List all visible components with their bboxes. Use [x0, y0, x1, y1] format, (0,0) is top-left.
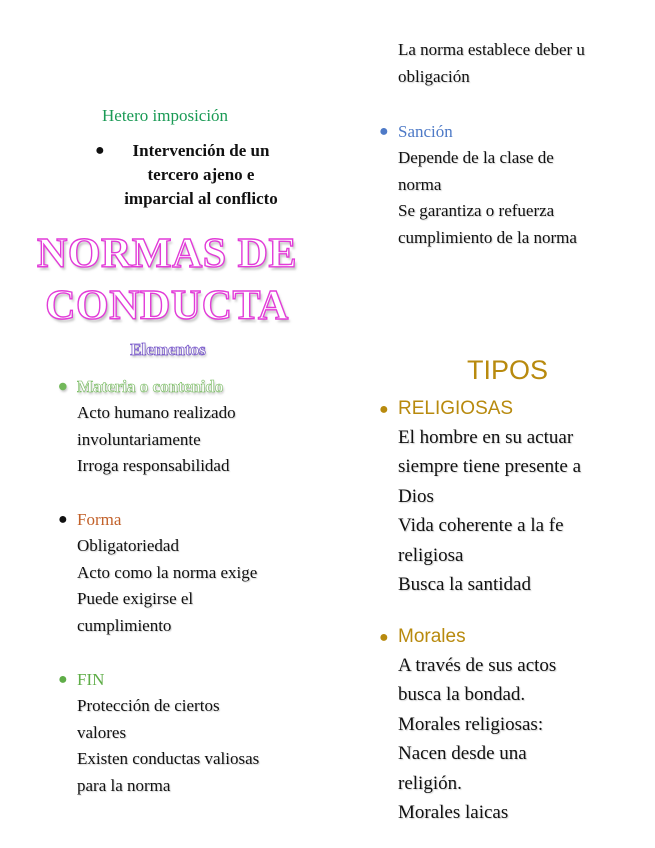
fin-line: Existen conductas valiosas [77, 749, 260, 768]
morales-line: Nacen desde una [398, 743, 527, 765]
sancion-line: cumplimiento de la norma [398, 227, 577, 247]
materia-line: Acto humano realizado [77, 403, 236, 422]
fin-section [58, 667, 260, 799]
morales-line: busca la bondad. [398, 684, 526, 706]
page-title-line-2: CONDUCTA [45, 283, 289, 329]
tipos-heading: TIPOS [467, 355, 549, 385]
fin-line: Protección de ciertos [77, 696, 220, 715]
fin-line: para la norma [77, 775, 171, 795]
hetero-imposicion-item: Intervención de un tercero ajeno e imparcial al conflicto [124, 141, 278, 208]
morales-line: Morales laicas [398, 802, 509, 824]
morales-line: A través de sus actos [398, 655, 557, 676]
sancion-line: Depende de la clase de [398, 148, 554, 167]
fin-line: valores [77, 722, 127, 742]
materia-line: involuntariamente [77, 429, 201, 449]
morales-section [379, 623, 557, 827]
hetero-imposicion-list [95, 139, 286, 225]
forma-line: Acto como la norma exige [77, 562, 258, 582]
religiosas-heading: RELIGIOSAS [398, 398, 514, 419]
morales-heading: Morales [398, 626, 466, 647]
morales-line: Morales religiosas: [398, 713, 544, 735]
forma-line: cumplimiento [77, 615, 172, 635]
religiosas-line: Dios [398, 485, 434, 507]
sancion-heading: Sanción [398, 122, 453, 141]
hetero-imposicion-heading: Hetero imposición [102, 106, 229, 125]
religiosas-line: Busca la santidad [398, 574, 531, 596]
bullet-icon: ● [379, 123, 389, 140]
sancion-section [379, 119, 577, 251]
forma-line: Obligatoriedad [77, 536, 179, 555]
materia-line: Irroga responsabilidad [77, 456, 230, 475]
sancion-line: norma [398, 174, 442, 194]
bullet-icon: ● [95, 142, 105, 159]
materia-heading: Materia o contenido [77, 377, 224, 396]
morales-line: religión. [398, 772, 462, 794]
materia-section [58, 374, 236, 480]
forma-line: Puede exigirse el [77, 589, 194, 608]
religiosas-line: Vida coherente a la fe [398, 515, 564, 537]
bullet-icon: ● [379, 629, 389, 646]
fin-heading: FIN [77, 670, 105, 689]
norma-line: La norma establece deber u [398, 40, 585, 59]
religiosas-line: El hombre en su actuar [398, 427, 574, 448]
religiosas-line: siempre tiene presente a [398, 456, 582, 478]
bullet-icon: ● [58, 671, 68, 688]
sancion-line: Se garantiza o refuerza [398, 201, 555, 220]
religiosas-section [379, 395, 582, 599]
page-title-line-1: NORMAS DE [36, 231, 297, 277]
religiosas-line: religiosa [398, 544, 464, 566]
elementos-subtitle: Elementos [130, 340, 206, 359]
page-title [0, 228, 334, 332]
forma-section [58, 507, 258, 639]
bullet-icon: ● [58, 511, 68, 528]
norma-deber-block [398, 37, 585, 90]
norma-line: obligación [398, 66, 470, 86]
bullet-icon: ● [379, 401, 389, 418]
bullet-icon: ● [58, 378, 68, 395]
forma-heading: Forma [77, 510, 122, 529]
